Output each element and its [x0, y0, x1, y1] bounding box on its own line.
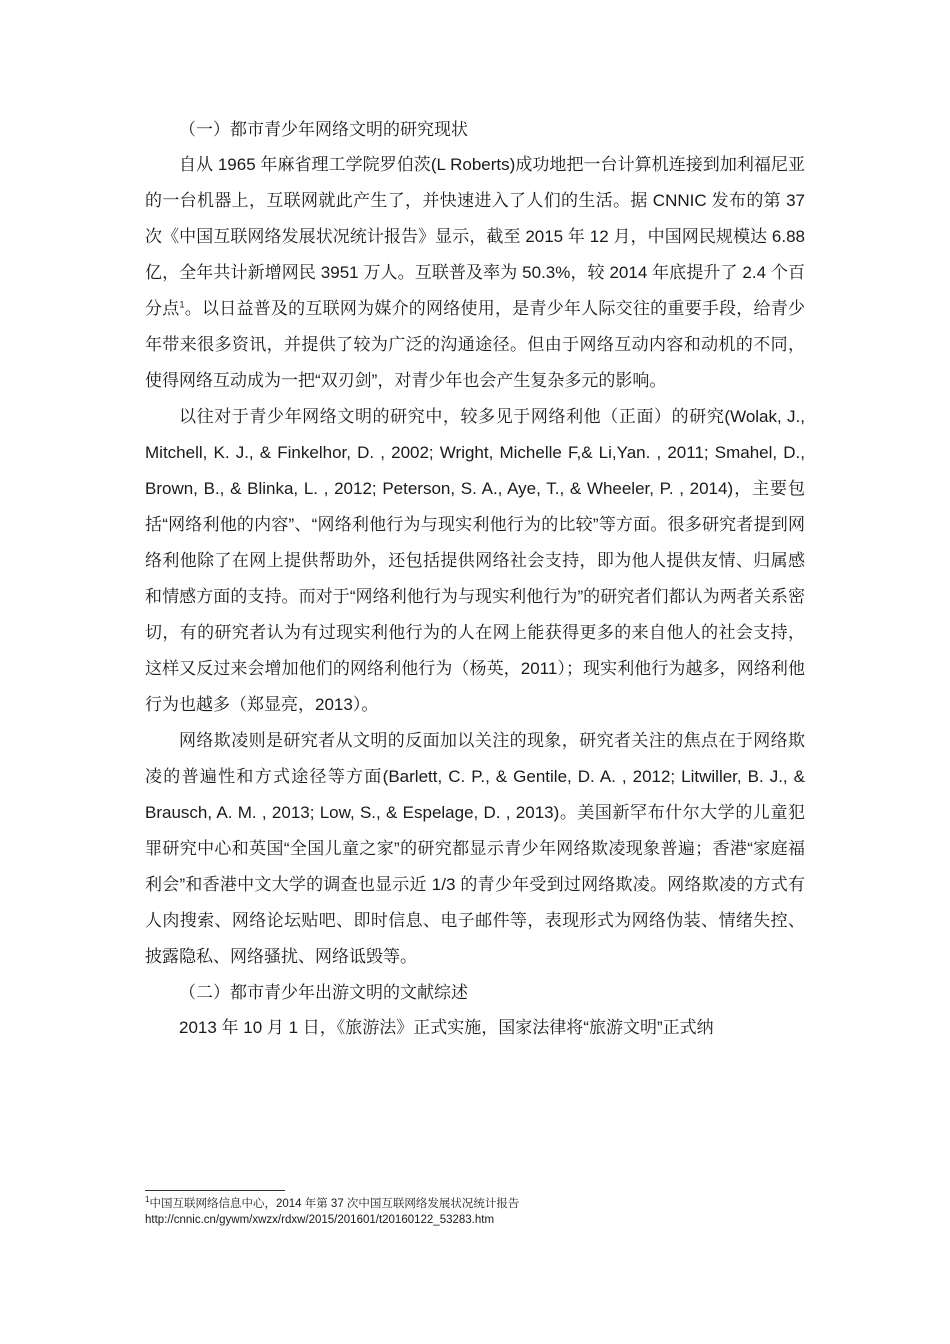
- paragraph-internet-history: [145, 147, 805, 399]
- paragraph-online-altruism: 以往对于青少年网络文明的研究中，较多见于网络利他（正面）的研究(Wolak, J., Mitchell, K. J., & Finkelhor, D. , 2002; Wright, Michelle F,& Li,Yan. , 2011; Smahel, D., Brown, B., & Blinka, L. , 2012; Peterson, S. A., Aye, T., & Wheeler, P. , 2014)，主要包括“网络利他的内容”、“网络利他行为与现实利他行为的比较”等方面。很多研究者提到网络利他除了在网上提供帮助外，还包括提供网络社会支持，即为他人提供友情、归属感和情感方面的支持。而对于“网络利他行为与现实利他行为”的研究者们都认为两者关系密切，有的研究者认为有过现实利他行为的人在网上能获得更多的来自他人的社会支持，这样又反过来会增加他们的网络利他行为（杨英，2011）；现实利他行为越多，网络利他行为也越多（郑显亮，2013）。: [145, 407, 805, 714]
- paragraph-text-continued: 。以日益普及的互联网为媒介的网络使用，是青少年人际交往的重要手段，给青少年带来很多资讯，并提供了较为广泛的沟通途径。但由于网络互动内容和动机的不同，使得网络互动成为一把“双刃剑”，对青少年也会产生复杂多元的影响。: [145, 299, 806, 390]
- footnote-text: 中国互联网络信息中心，2014 年第 37 次中国互联网络发展状况统计报告 http://cnnic.cn/gywm/xwzx/rdxw/2015/201601/t20160122_53283.htm: [145, 1198, 520, 1226]
- footnote-number: 1: [145, 1195, 150, 1205]
- paragraph-cyberbullying: 网络欺凌则是研究者从文明的反面加以关注的现象，研究者关注的焦点在于网络欺凌的普遍性和方式途径等方面(Barlett, C. P., & Gentile, D. A. , 2012; Litwiller, B. J., & Brausch, A. M. , 2013; Low, S., & Espelage, D. , 2013)。美国新罕布什尔大学的儿童犯罪研究中心和英国“全国儿童之家”的研究都显示青少年网络欺凌现象普遍；香港“家庭福利会”和香港中文大学的调查也显示近 1/3 的青少年受到过网络欺凌。网络欺凌的方式有人肉搜索、网络论坛贴吧、即时信息、电子邮件等，表现形式为网络伪装、情绪失控、披露隐私、网络骚扰、网络诋毁等。: [145, 731, 805, 966]
- footnote-divider: [145, 1190, 285, 1191]
- document-body: [145, 112, 805, 1046]
- section-heading-1: （一）都市青少年网络文明的研究现状: [179, 120, 468, 139]
- paragraph-tourism-law: 2013 年 10 月 1 日，《旅游法》正式实施，国家法律将“旅游文明”正式纳: [179, 1018, 714, 1037]
- section-heading-2: （二）都市青少年出游文明的文献综述: [179, 983, 468, 1002]
- footnote-reference[interactable]: 1: [179, 299, 185, 310]
- paragraph-text: 自从 1965 年麻省理工学院罗伯茨(L Roberts)成功地把一台计算机连接到加利福尼亚的一台机器上，互联网就此产生了，并快速进入了人们的生活。据 CNNIC 发布的第 37 次《中国互联网络发展状况统计报告》显示，截至 2015 年 12 月，中国网民规模达 6.88 亿，全年共计新增网民 3951 万人。互联普及率为 50.3%，较 2014 年底提升了 2.4 个百分点: [145, 155, 805, 318]
- footnote: [145, 1196, 705, 1228]
